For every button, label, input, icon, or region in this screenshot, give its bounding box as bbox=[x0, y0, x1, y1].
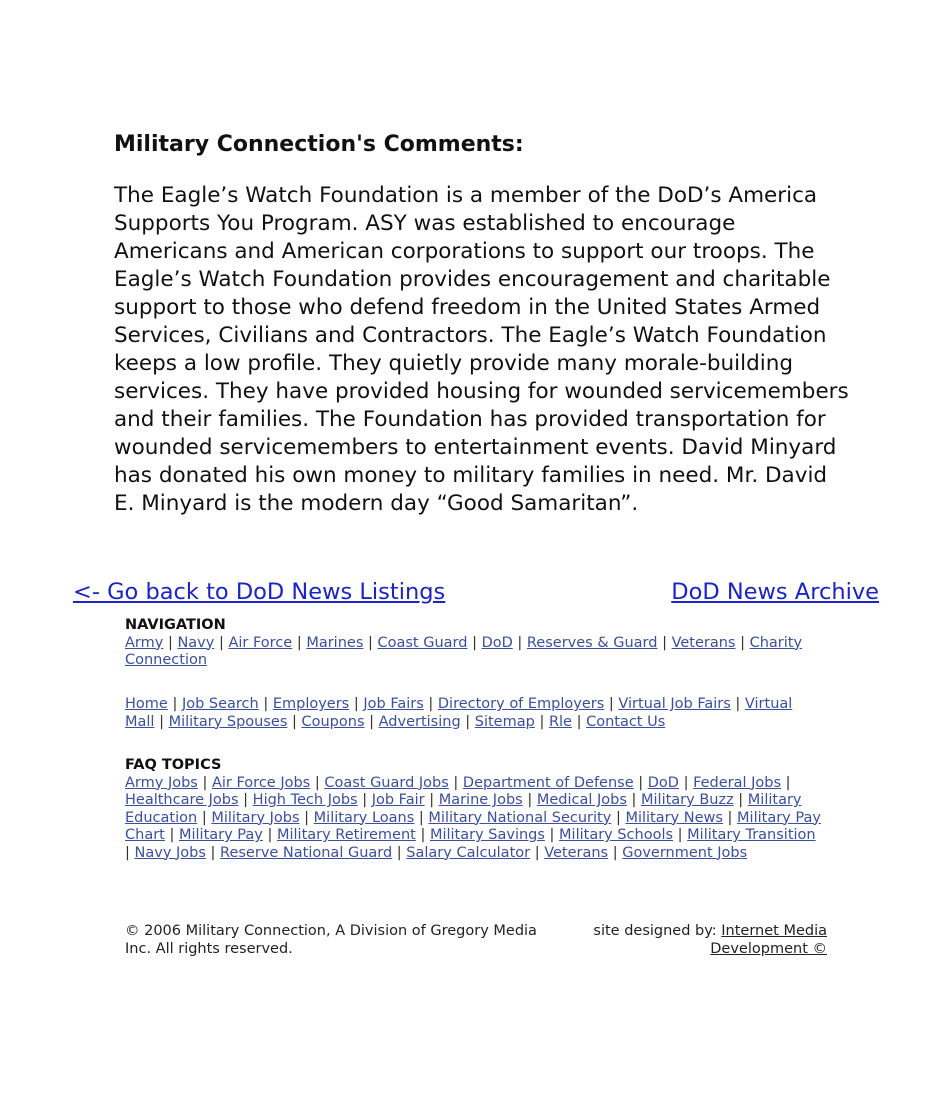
site-link-job-fairs[interactable]: Job Fairs bbox=[363, 696, 424, 712]
faq-link-military-education[interactable]: Military Education bbox=[125, 792, 802, 826]
link-separator: | bbox=[292, 713, 297, 730]
faq-link-navy-jobs[interactable]: Navy Jobs bbox=[134, 844, 206, 861]
site-link-virtual-job-fairs[interactable]: Virtual Job Fairs bbox=[618, 696, 731, 712]
link-separator: | bbox=[549, 827, 555, 843]
link-separator: | bbox=[210, 844, 216, 861]
nav-link-coast-guard[interactable]: Coast Guard bbox=[377, 634, 468, 651]
faq-link-air-force-jobs[interactable]: Air Force Jobs bbox=[211, 774, 311, 791]
faq-link-dod[interactable]: DoD bbox=[647, 774, 679, 791]
link-separator: | bbox=[159, 713, 164, 730]
link-separator: | bbox=[169, 827, 175, 843]
faq-topic-links bbox=[125, 775, 825, 863]
site-link-job-search[interactable]: Job Search bbox=[181, 696, 259, 712]
link-separator: | bbox=[362, 792, 368, 808]
faq-link-army-jobs[interactable]: Army Jobs bbox=[125, 774, 198, 791]
navigation-links bbox=[125, 635, 825, 670]
link-separator: | bbox=[202, 774, 208, 791]
link-separator: | bbox=[429, 792, 435, 808]
link-separator: | bbox=[304, 809, 310, 826]
site-link-home[interactable]: Home bbox=[125, 696, 168, 712]
link-separator: | bbox=[453, 774, 459, 791]
link-separator: | bbox=[428, 696, 434, 712]
link-separator: | bbox=[631, 792, 637, 808]
site-links-section bbox=[125, 696, 825, 731]
link-separator: | bbox=[683, 774, 689, 791]
faq-link-military-news[interactable]: Military News bbox=[625, 809, 723, 826]
site-link-virtual-mall[interactable]: Virtual Mall bbox=[125, 696, 793, 730]
link-separator: | bbox=[465, 713, 471, 730]
link-separator: | bbox=[263, 696, 269, 712]
faq-link-department-of-defense[interactable]: Department of Defense bbox=[462, 774, 634, 791]
link-separator: | bbox=[727, 809, 733, 826]
navigation-title: NAVIGATION bbox=[125, 617, 226, 633]
faq-link-military-buzz[interactable]: Military Buzz bbox=[641, 792, 734, 808]
link-separator: | bbox=[369, 713, 375, 730]
faq-link-military-transition[interactable]: Military Transition bbox=[687, 827, 816, 843]
link-separator: | bbox=[396, 844, 402, 861]
faq-link-military-schools[interactable]: Military Schools bbox=[559, 827, 674, 843]
link-separator: | bbox=[785, 774, 791, 791]
link-separator: | bbox=[243, 792, 249, 808]
nav-link-dod[interactable]: DoD bbox=[481, 634, 513, 651]
site-link-contact-us[interactable]: Contact Us bbox=[586, 713, 666, 730]
link-separator: | bbox=[201, 809, 207, 826]
navigation-section bbox=[125, 617, 825, 670]
faq-link-reserve-national-guard[interactable]: Reserve National Guard bbox=[220, 844, 393, 861]
faq-link-healthcare-jobs[interactable]: Healthcare Jobs bbox=[125, 792, 239, 808]
link-separator: | bbox=[368, 634, 373, 651]
credit-prefix: site designed by: bbox=[593, 923, 717, 939]
link-separator: | bbox=[662, 634, 667, 651]
nav-link-navy[interactable]: Navy bbox=[177, 634, 215, 651]
link-separator: | bbox=[612, 844, 618, 861]
comments-body: The Eagle’s Watch Foundation is a member of the DoD’s America Supports You Program. ASY was established to encourage Americans and American corporations to support our troops. The Eagle’s Watch Foundation provides encouragement and charitable support to those who defend freedom in the United States Armed Services, Civilians and Contractors. The Eagle’s Watch Foundation keeps a low profile. They quietly provide many morale-building services. They have provided housing for wounded servicemembers and their families. The Foundation has provided transportation for wounded servicemembers to entertainment events. David Minyard has donated his own money to military families in need. Mr. David E. Minyard is the modern day “Good Samaritan”. bbox=[114, 183, 849, 516]
link-separator: | bbox=[576, 713, 582, 730]
comments-heading: Military Connection's Comments: bbox=[114, 132, 524, 157]
site-link-military-spouses[interactable]: Military Spouses bbox=[168, 713, 288, 730]
link-separator: | bbox=[353, 696, 359, 712]
link-separator: | bbox=[420, 827, 426, 843]
link-separator: | bbox=[539, 713, 545, 730]
faq-link-government-jobs[interactable]: Government Jobs bbox=[622, 844, 748, 861]
faq-link-veterans[interactable]: Veterans bbox=[544, 844, 609, 861]
link-separator: | bbox=[218, 634, 224, 651]
site-link-directory-of-employers[interactable]: Directory of Employers bbox=[437, 696, 605, 712]
site-link-rle[interactable]: Rle bbox=[548, 713, 572, 730]
faq-link-military-loans[interactable]: Military Loans bbox=[313, 809, 415, 826]
faq-link-military-pay[interactable]: Military Pay bbox=[178, 827, 263, 843]
faq-link-military-national-security[interactable]: Military National Security bbox=[428, 809, 612, 826]
back-links-row bbox=[73, 576, 879, 608]
link-separator: | bbox=[172, 696, 178, 712]
site-link-sitemap[interactable]: Sitemap bbox=[474, 713, 535, 730]
nav-link-veterans[interactable]: Veterans bbox=[671, 634, 736, 651]
faq-link-salary-calculator[interactable]: Salary Calculator bbox=[406, 844, 531, 861]
faq-link-medical-jobs[interactable]: Medical Jobs bbox=[536, 792, 627, 808]
link-separator: | bbox=[738, 792, 744, 808]
link-separator: | bbox=[638, 774, 644, 791]
faq-topics-section bbox=[125, 757, 825, 862]
site-link-advertising[interactable]: Advertising bbox=[378, 713, 461, 730]
link-separator: | bbox=[296, 634, 302, 651]
faq-link-military-savings[interactable]: Military Savings bbox=[429, 827, 545, 843]
internet-media-development-link[interactable]: Internet Media Development © bbox=[710, 923, 827, 957]
nav-link-marines[interactable]: Marines bbox=[306, 634, 364, 651]
site-link-coupons[interactable]: Coupons bbox=[301, 713, 365, 730]
link-separator: | bbox=[167, 634, 173, 651]
site-links bbox=[125, 696, 825, 731]
dod-news-archive-link[interactable]: DoD News Archive bbox=[671, 579, 879, 605]
copyright-text: © 2006 Military Connection, A Division of Gregory Media Inc. All rights reserved. bbox=[125, 923, 537, 957]
link-separator: | bbox=[267, 827, 273, 843]
faq-topics-title: FAQ TOPICS bbox=[125, 757, 222, 773]
nav-link-air-force[interactable]: Air Force bbox=[228, 634, 293, 651]
faq-link-high-tech-jobs[interactable]: High Tech Jobs bbox=[252, 792, 358, 808]
link-separator: | bbox=[418, 809, 424, 826]
faq-link-job-fair[interactable]: Job Fair bbox=[371, 792, 425, 808]
link-separator: | bbox=[314, 774, 320, 791]
site-link-employers[interactable]: Employers bbox=[272, 696, 350, 712]
link-separator: | bbox=[517, 634, 523, 651]
nav-link-charity-connection[interactable]: Charity Connection bbox=[125, 634, 803, 668]
faq-link-military-retirement[interactable]: Military Retirement bbox=[276, 827, 416, 843]
link-separator: | bbox=[740, 634, 745, 651]
link-separator: | bbox=[608, 696, 614, 712]
link-separator: | bbox=[677, 827, 683, 843]
faq-link-military-jobs[interactable]: Military Jobs bbox=[211, 809, 300, 826]
link-separator: | bbox=[615, 809, 621, 826]
faq-link-coast-guard-jobs[interactable]: Coast Guard Jobs bbox=[324, 774, 449, 791]
faq-link-marine-jobs[interactable]: Marine Jobs bbox=[438, 792, 523, 808]
nav-link-reserves-guard[interactable]: Reserves & Guard bbox=[526, 634, 658, 651]
back-to-dod-news-link[interactable]: <- Go back to DoD News Listings bbox=[73, 579, 446, 605]
nav-link-army[interactable]: Army bbox=[125, 634, 164, 651]
comments-section bbox=[114, 128, 854, 518]
link-separator: | bbox=[472, 634, 477, 651]
link-separator: | bbox=[534, 844, 540, 861]
link-separator: | bbox=[527, 792, 533, 808]
link-separator: | bbox=[735, 696, 741, 712]
faq-link-military-pay-chart[interactable]: Military Pay Chart bbox=[125, 809, 821, 843]
site-credit bbox=[585, 922, 835, 958]
link-separator: | bbox=[125, 844, 130, 861]
faq-link-federal-jobs[interactable]: Federal Jobs bbox=[693, 774, 782, 791]
